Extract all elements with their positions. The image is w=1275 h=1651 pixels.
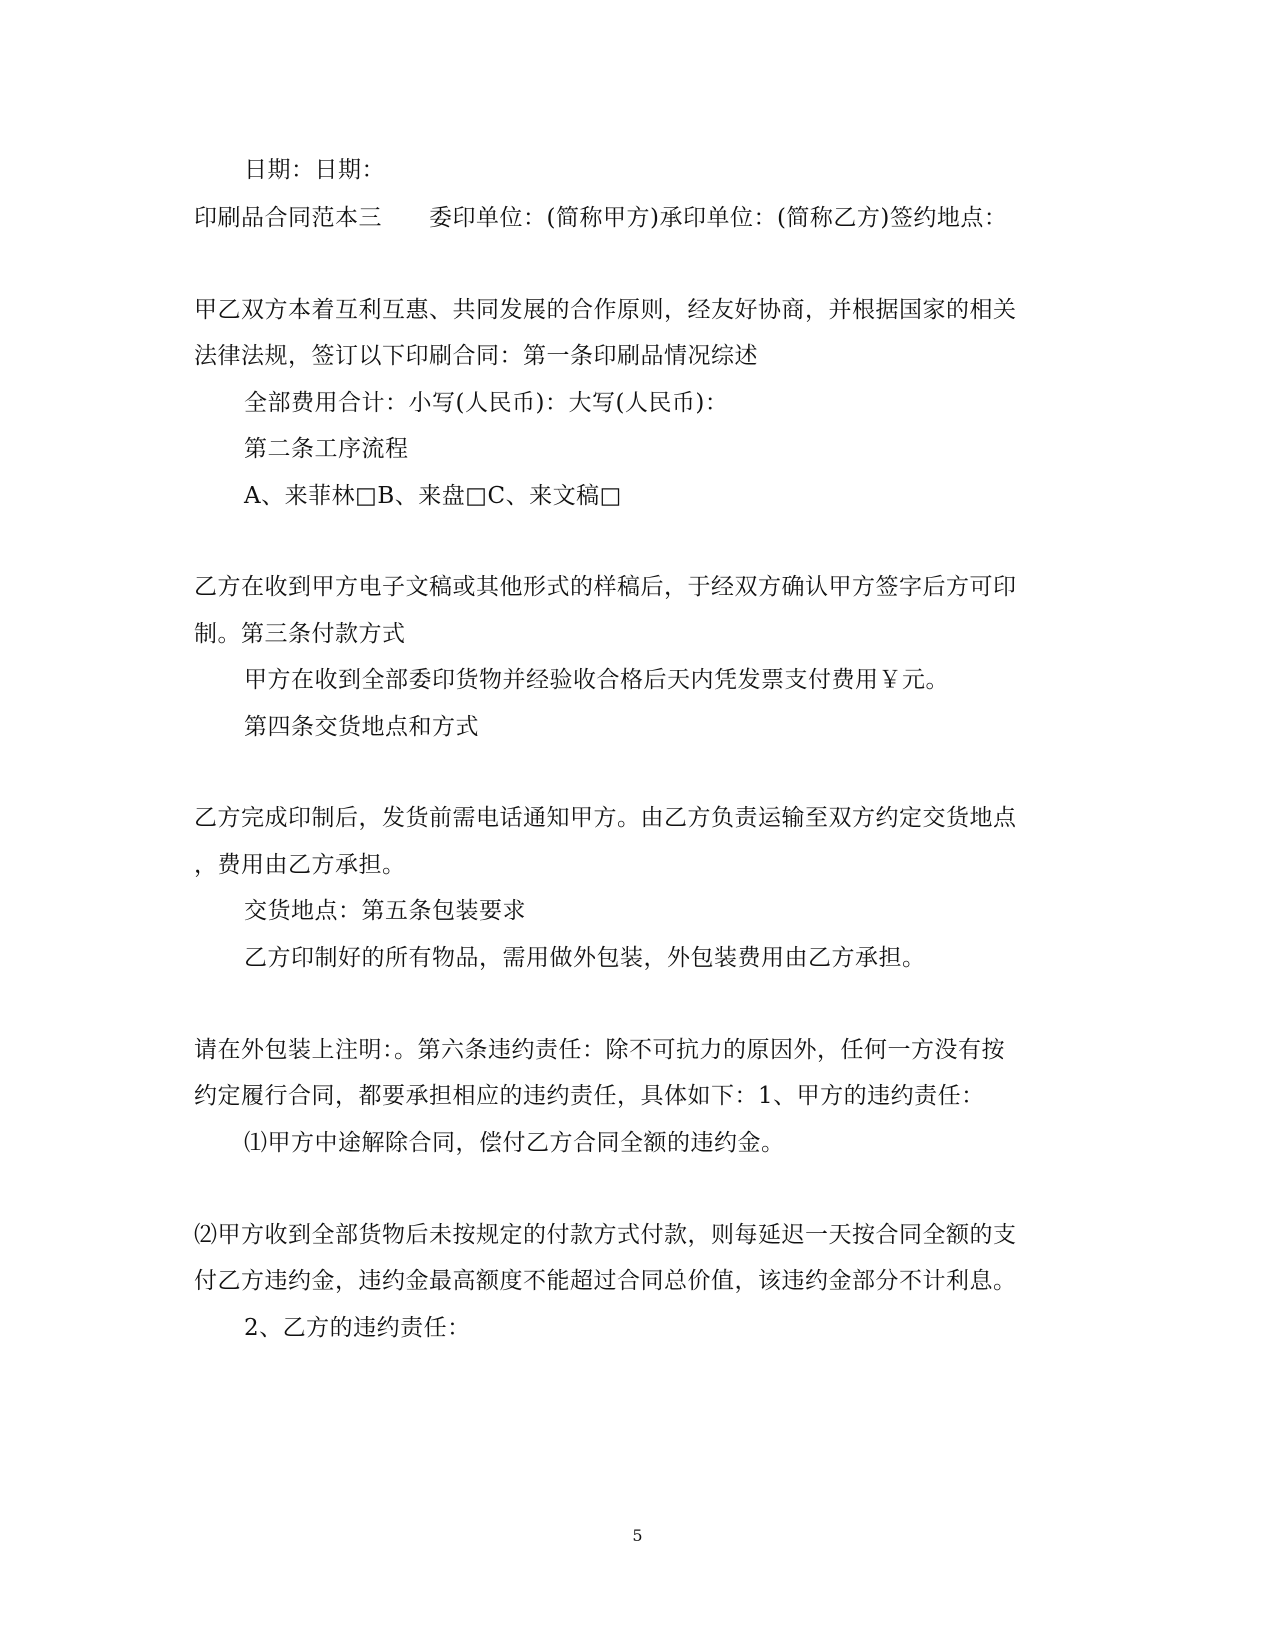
section-heading: 第四条交货地点和方式: [244, 714, 479, 740]
paragraph-line: 甲方在收到全部委印货物并经验收合格后天内凭发票支付费用￥元。: [244, 667, 949, 693]
paragraph-line: 甲乙双方本着互利互惠、共同发展的合作原则，经友好协商，并根据国家的相关: [194, 297, 1017, 323]
paragraph-line: 全部费用合计：小写(人民币)：大写(人民币)：: [244, 390, 729, 416]
paragraph-line: 约定履行合同，都要承担相应的违约责任，具体如下：1、甲方的违约责任：: [194, 1083, 985, 1109]
paragraph-line: A、来菲林□B、来盘□C、来文稿□: [244, 483, 622, 509]
paragraph-line: 制。第三条付款方式: [194, 621, 406, 647]
page-number: 5: [632, 1526, 643, 1545]
paragraph-line: ，费用由乙方承担。: [194, 852, 406, 878]
paragraph-line: 法律法规，签订以下印刷合同：第一条印刷品情况综述: [194, 343, 758, 369]
date-line: 日期：日期：: [244, 157, 385, 183]
section-heading: 第二条工序流程: [244, 436, 409, 462]
paragraph-line: 乙方在收到甲方电子文稿或其他形式的样稿后，于经双方确认甲方签字后方可印: [194, 574, 1017, 600]
paragraph-line: 2、乙方的违约责任：: [244, 1315, 471, 1341]
contract-title-line: 印刷品合同范本三 委印单位：(简称甲方)承印单位：(简称乙方)签约地点：: [194, 205, 1008, 231]
paragraph-line: 请在外包装上注明：。第六条违约责任：除不可抗力的原因外，任何一方没有按: [194, 1037, 1005, 1063]
paragraph-line: ⑴甲方中途解除合同，偿付乙方合同全额的违约金。: [244, 1130, 785, 1156]
paragraph-line: 付乙方违约金，违约金最高额度不能超过合同总价值，该违约金部分不计利息。: [194, 1268, 1017, 1294]
paragraph-line: 交货地点：第五条包装要求: [244, 898, 526, 924]
paragraph-line: 乙方完成印制后，发货前需电话通知甲方。由乙方负责运输至双方约定交货地点: [194, 805, 1017, 831]
paragraph-line: 乙方印制好的所有物品，需用做外包装，外包装费用由乙方承担。: [244, 945, 926, 971]
paragraph-line: ⑵甲方收到全部货物后未按规定的付款方式付款，则每延迟一天按合同全额的支: [194, 1222, 1017, 1248]
